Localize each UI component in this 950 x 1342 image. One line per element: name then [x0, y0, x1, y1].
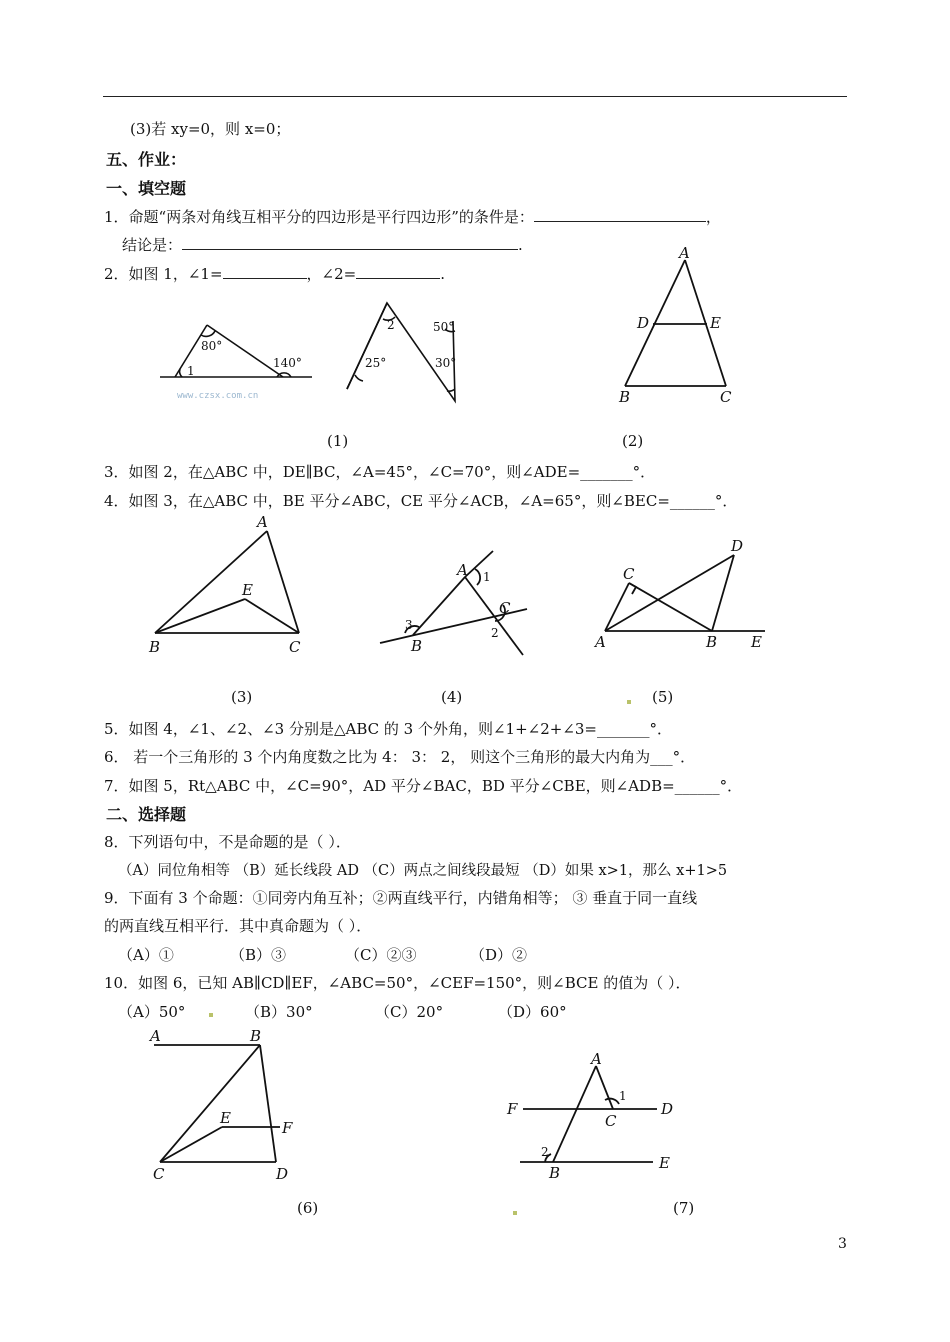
fig3-label-B: B	[149, 638, 161, 656]
figure-7	[505, 1050, 685, 1180]
fig6-label-D: D	[276, 1165, 289, 1183]
fig1-watermark: www.czsx.com.cn	[177, 391, 259, 401]
question-9-line1: 9．下面有 3 个命题：①同旁内角互补；②两直线平行，内错角相等； ③ 垂直于同一直线	[104, 889, 698, 907]
fig7-label-E: E	[659, 1154, 670, 1172]
figure-3	[145, 515, 315, 655]
fig5-label-B: B	[706, 633, 718, 651]
fig1-angle-25: 25°	[365, 356, 387, 370]
fig1-angle-50: 50°	[433, 320, 455, 334]
fig6-label-E: E	[220, 1109, 231, 1127]
caption-fig7: (7)	[673, 1199, 695, 1217]
section-homework: 五、作业：	[106, 150, 187, 169]
q1-text: 1．命题“两条对角线互相平分的四边形是平行四边形”的条件是：	[104, 208, 534, 226]
fig1-mark-2: 2	[387, 318, 395, 332]
q2-text-a: 2．如图 1，∠1=	[104, 265, 223, 283]
fig4-mark-1: 1	[483, 570, 491, 584]
figure-6	[148, 1025, 308, 1185]
fig4-mark-2: 2	[491, 626, 499, 640]
fig7-label-A: A	[591, 1050, 602, 1068]
q1-comma: ，	[705, 208, 721, 226]
fig2-label-C: C	[720, 388, 732, 406]
section-choice: 二、选择题	[106, 805, 187, 824]
question-1-line1	[104, 206, 721, 227]
fig7-label-F: F	[507, 1100, 518, 1118]
header-rule	[103, 96, 847, 97]
question-10-option-b: （B）30°	[245, 1003, 313, 1021]
fig1-angle-80: 80°	[201, 339, 223, 353]
fig5-label-D: D	[731, 537, 744, 555]
fig2-label-D: D	[637, 314, 650, 332]
question-6: 6． 若一个三角形的 3 个内角度数之比为 4： 3： 2， 则这个三角形的最大内角为___°．	[104, 748, 696, 766]
stray-mark	[513, 1211, 517, 1215]
caption-fig4: (4)	[441, 688, 463, 706]
fig7-mark-1: 1	[619, 1089, 627, 1103]
fig7-label-C: C	[605, 1112, 617, 1130]
figure-1	[155, 295, 475, 405]
caption-fig2: (2)	[622, 432, 644, 450]
fig6-label-A: A	[150, 1027, 161, 1045]
figure-4	[375, 545, 535, 665]
fig4-mark-3: 3	[405, 618, 413, 632]
stray-mark	[627, 700, 631, 704]
fig4-label-B: B	[411, 637, 423, 655]
fig6-label-C: C	[153, 1165, 165, 1183]
question-3: 3．如图 2，在△ABC 中，DE∥BC，∠A=45°，∠C=70°，则∠ADE=_______°．	[104, 463, 656, 481]
caption-fig5: (5)	[652, 688, 674, 706]
question-9-line2: 的两直线互相平行．其中真命题为（ ）．	[104, 917, 372, 935]
intro-item: (3)若 xy=0，则 x=0；	[130, 120, 291, 138]
q2-blank-2[interactable]	[356, 264, 440, 279]
q1-blank-condition[interactable]	[534, 207, 706, 222]
q2-text-c: .	[440, 265, 446, 283]
fig2-label-A: A	[679, 244, 690, 262]
fig5-label-E: E	[751, 633, 762, 651]
figure-5	[595, 537, 775, 657]
q1-conclusion-label: 结论是：	[122, 236, 183, 254]
question-7: 7．如图 5，Rt△ABC 中，∠C=90°，AD 平分∠BAC，BD 平分∠CBE，则∠ADB=______°．	[104, 777, 743, 795]
question-2	[104, 263, 445, 284]
question-5: 5．如图 4，∠1、∠2、∠3 分别是△ABC 的 3 个外角，则∠1+∠2+∠3=_______°．	[104, 720, 672, 738]
fig3-label-A: A	[257, 513, 268, 531]
question-9-option-c: （C）②③	[345, 946, 417, 964]
q1-blank-conclusion[interactable]	[182, 235, 518, 250]
fig4-label-C: C	[499, 599, 511, 617]
question-8-options: （A）同位角相等 （B）延长线段 AD （C）两点之间线段最短 （D）如果 x>1，那么 x+1>5	[118, 863, 728, 879]
question-9-option-a: （A）①	[118, 946, 174, 964]
fig4-label-A: A	[457, 561, 468, 579]
fig2-label-B: B	[619, 388, 631, 406]
caption-fig1: (1)	[327, 432, 349, 450]
q2-text-b: ，∠2=	[306, 265, 357, 283]
caption-fig3: (3)	[231, 688, 253, 706]
question-4: 4．如图 3，在△ABC 中，BE 平分∠ABC，CE 平分∠ACB，∠A=65°，则∠BEC=______°．	[104, 492, 738, 510]
question-10-option-c: （C）20°	[375, 1003, 444, 1021]
question-10-stem: 10．如图 6，已知 AB∥CD∥EF，∠ABC=50°，∠CEF=150°，则∠BCE 的值为（ ）．	[104, 974, 691, 992]
question-10-option-a: （A）50°	[118, 1003, 186, 1021]
question-1-line2	[122, 234, 523, 255]
page-number: 3	[838, 1236, 847, 1252]
q1-period: .	[518, 236, 523, 254]
question-8-stem: 8．下列语句中，不是命题的是（ ）．	[104, 833, 351, 851]
fig1-angle-30: 30°	[435, 356, 457, 370]
fig7-mark-2: 2	[541, 1145, 549, 1159]
fig3-label-E: E	[242, 581, 253, 599]
fig2-label-E: E	[710, 314, 721, 332]
q2-blank-1[interactable]	[223, 264, 307, 279]
question-9-option-b: （B）③	[230, 946, 287, 964]
fig6-label-B: B	[250, 1027, 262, 1045]
fig1-mark-1: 1	[187, 364, 195, 378]
fig7-label-B: B	[549, 1164, 561, 1182]
fig7-label-D: D	[661, 1100, 674, 1118]
fig5-label-A: A	[595, 633, 606, 651]
fig3-label-C: C	[289, 638, 301, 656]
fig5-label-C: C	[623, 565, 635, 583]
question-9-option-d: （D）②	[470, 946, 528, 964]
fig6-label-F: F	[282, 1119, 293, 1137]
fig1-angle-140: 140°	[273, 356, 302, 370]
section-fill: 一、填空题	[106, 179, 187, 198]
caption-fig6: (6)	[297, 1199, 319, 1217]
stray-mark	[209, 1013, 213, 1017]
question-10-option-d: （D）60°	[498, 1003, 567, 1021]
figure-2	[615, 246, 745, 406]
